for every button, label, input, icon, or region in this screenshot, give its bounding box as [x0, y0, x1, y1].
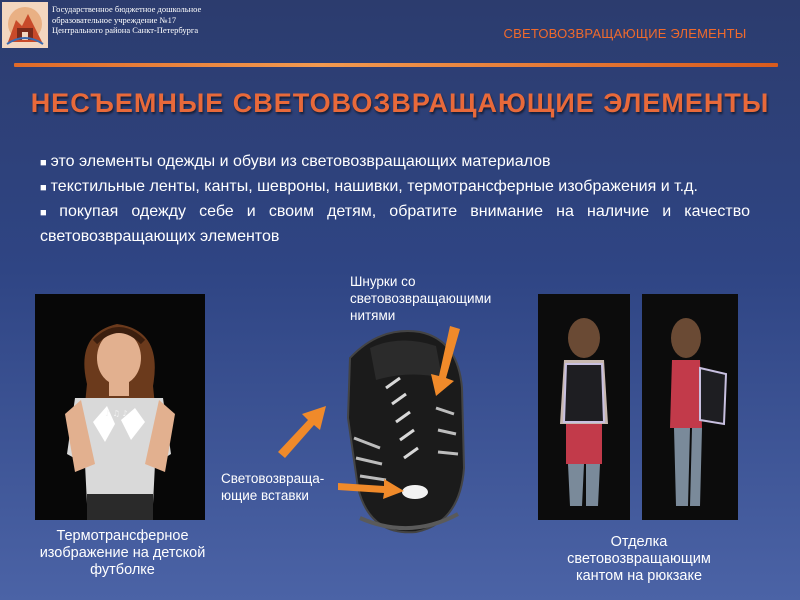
bullet-item: ■ покупая одежду себе и своим детям, обратите внимание на наличие и качество световозвращающих элементов [40, 203, 750, 245]
backpack-photo-back [538, 294, 630, 520]
tshirt-caption: Термотрансферное изображение на детской футболке [39, 528, 206, 578]
square-bullet-icon: ■ [40, 207, 56, 219]
arrow-icon [338, 478, 404, 500]
header-divider [14, 63, 778, 67]
school-logo [2, 2, 48, 48]
topic-heading: СВЕТОВОЗВРАЩАЮЩИЕ ЭЛЕМЕНТЫ [503, 26, 747, 41]
inserts-label: Световозвраща-ющие вставки [221, 471, 325, 503]
tshirt-photo [35, 294, 205, 520]
backpack-caption: Отделка световозвращающим кантом на рюкзаке [567, 534, 711, 584]
arrow-icon [424, 326, 464, 398]
laces-label: Шнурки со световозвращающими нитями [350, 274, 492, 323]
svg-text:♪ ♫ ♪: ♪ ♫ ♪ [105, 409, 128, 418]
bullet-item: ■ текстильные ленты, канты, шевроны, нашивки, термотрансферные изображения и т.д. [40, 178, 698, 195]
bullet-item: ■ это элементы одежды и обуви из световозвращающих материалов [40, 153, 551, 170]
square-bullet-icon: ■ [40, 182, 47, 194]
backpack-photo-side [642, 294, 738, 520]
bullet-list [40, 150, 750, 248]
arrow-icon [276, 404, 328, 460]
slide-title: НЕСЪЕМНЫЕ СВЕТОВОЗВРАЩАЮЩИЕ ЭЛЕМЕНТЫ [30, 88, 770, 118]
square-bullet-icon: ■ [40, 157, 47, 169]
organization-name: Государственное бюджетное дошкольное образовательное учреждение №17 Центрального района Санкт-Петербурга [52, 4, 202, 35]
